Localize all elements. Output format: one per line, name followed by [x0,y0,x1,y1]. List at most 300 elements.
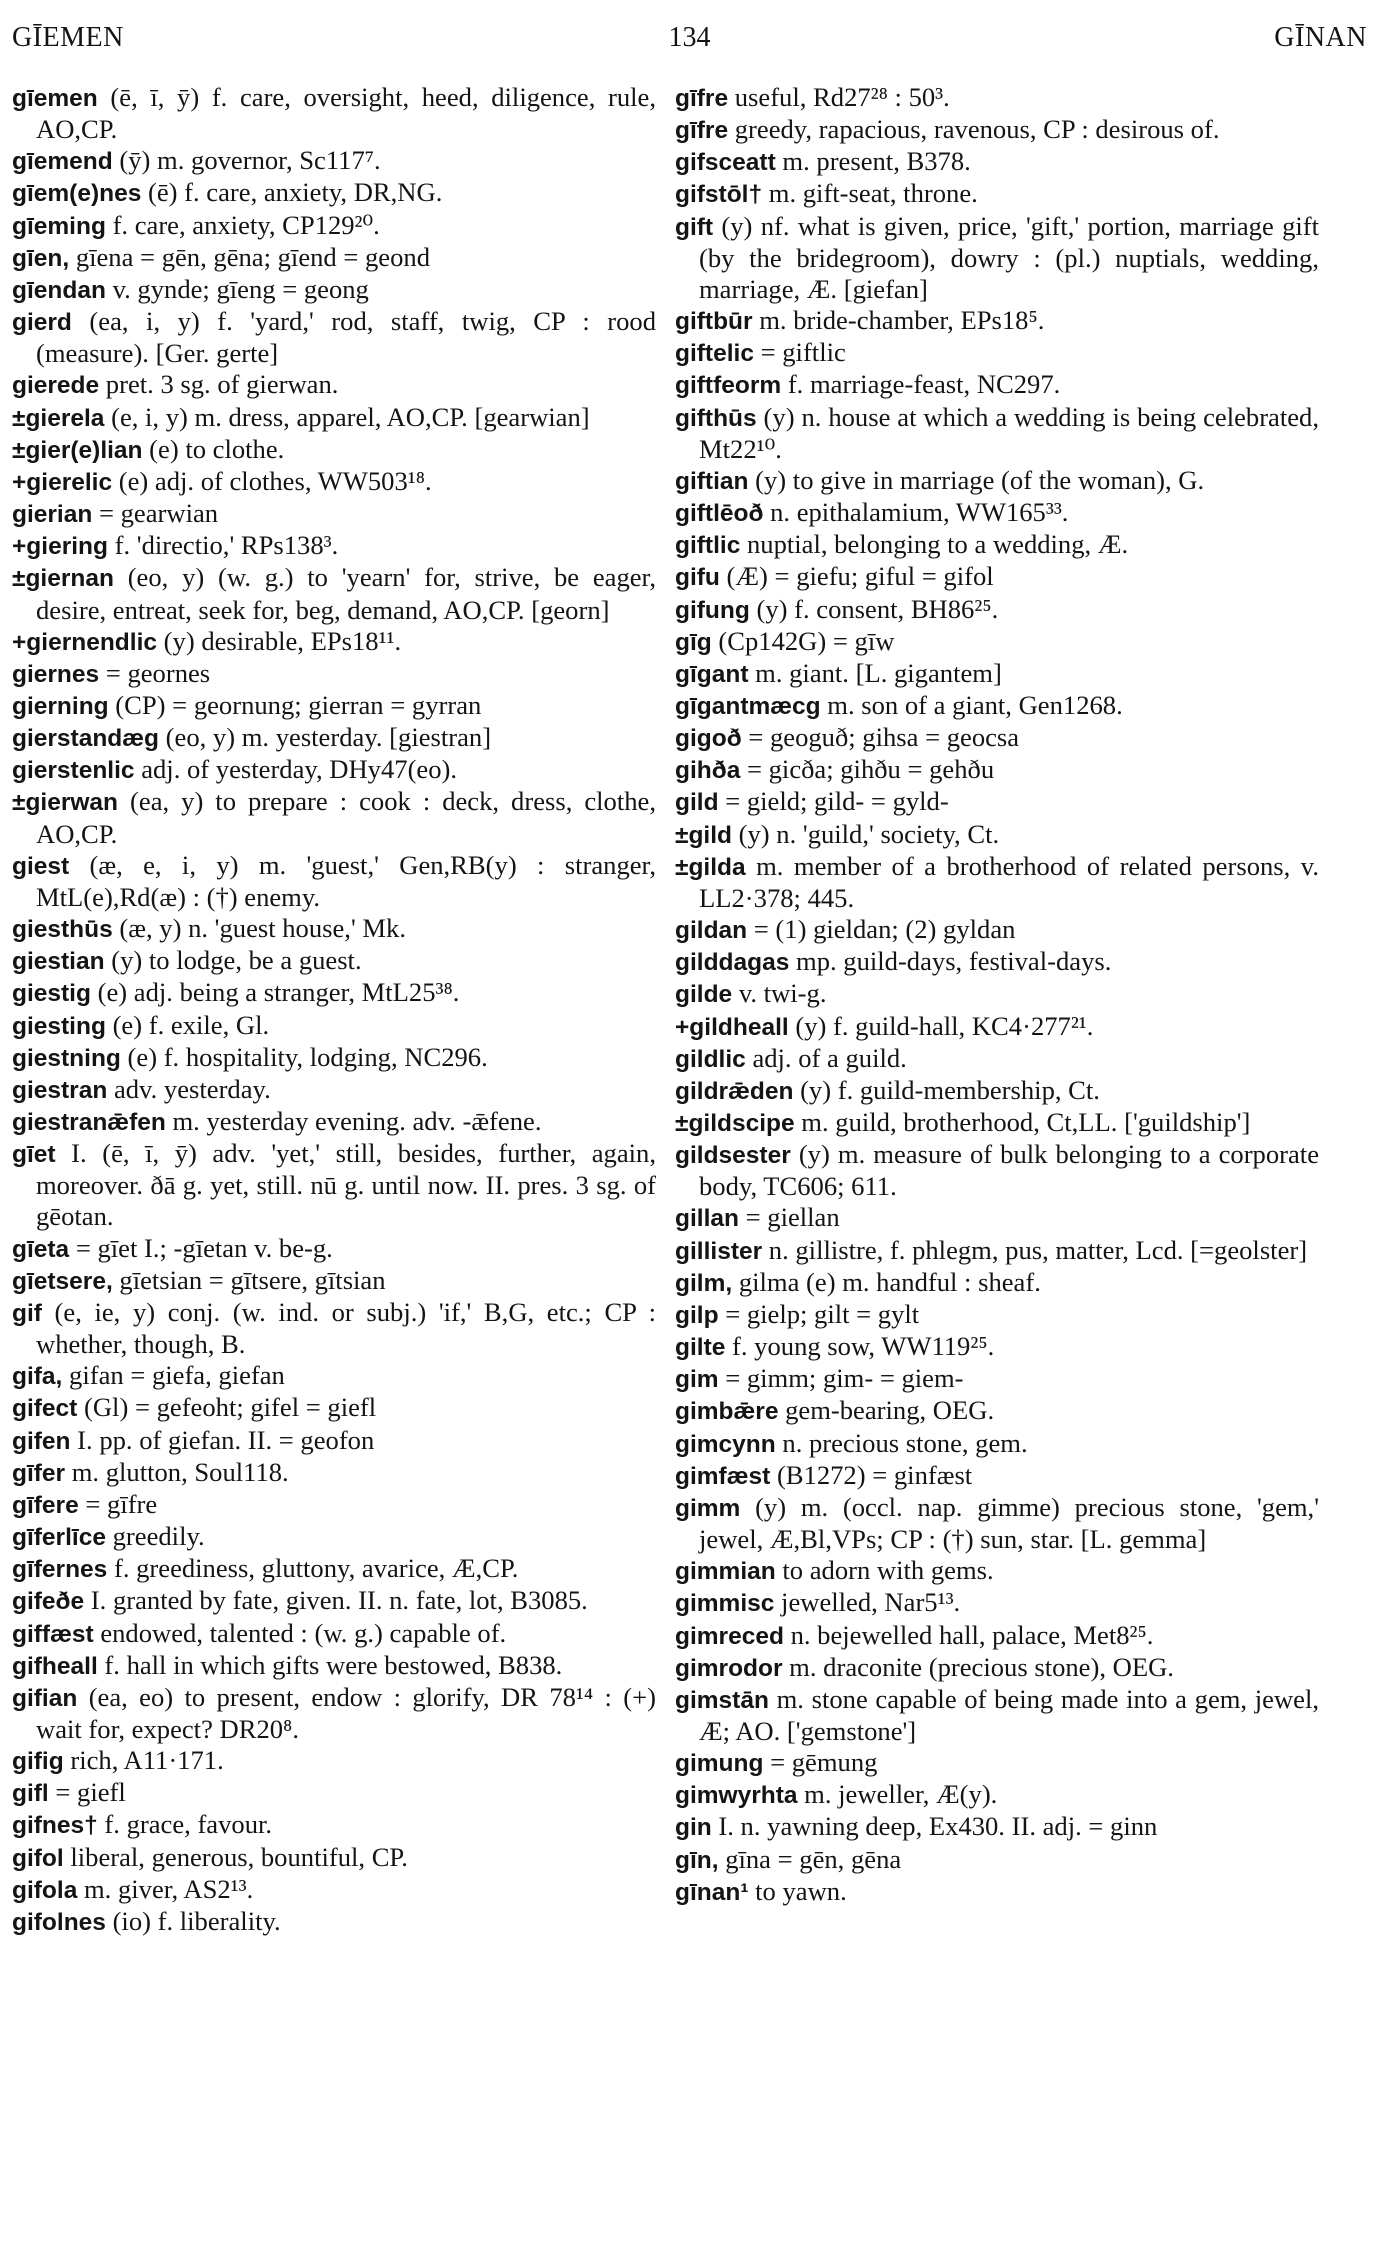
entry-definition: (ȳ) m. governor, Sc117⁷. [112,145,381,176]
entry-headword: gimcynn [675,1430,776,1458]
entry-headword: gīendan [12,276,106,304]
entry-definition: m. draconite (precious stone), OEG. [782,1651,1174,1682]
dictionary-entry [12,530,656,562]
header-first-word: GĪEMEN [12,22,124,53]
entry-definition: pret. 3 sg. of gierwan. [99,369,339,400]
dictionary-entry [675,1395,1319,1427]
entry-headword: +giering [12,533,108,561]
dictionary-entry [12,242,656,274]
dictionary-entry [675,465,1319,497]
dictionary-entry [675,594,1319,626]
entry-definition: m. glutton, Soul118. [65,1456,289,1487]
entry-definition: v. twi-g. [732,978,827,1009]
dictionary-entry [12,1553,656,1585]
entry-headword: gīet [12,1141,56,1169]
dictionary-entry [675,1043,1319,1075]
entry-definition: (y) f. consent, BH86²⁵. [749,593,999,624]
entry-headword: gilddagas [675,949,790,977]
entry-headword: gifsceatt [675,149,776,177]
entry-headword: +gildheall [675,1013,789,1041]
entry-definition: gifan = giefa, giefan [62,1360,285,1391]
entry-definition: adj. of a guild. [745,1042,907,1073]
dictionary-entry [12,1042,656,1074]
dictionary-entry [675,1587,1319,1619]
dictionary-entry [12,1010,656,1042]
dictionary-entry [12,1809,656,1841]
entry-headword: gīeming [12,212,106,240]
dictionary-entry [12,1777,656,1809]
entry-definition: f. grace, favour. [97,1809,273,1840]
entry-definition: I. (ē, ī, ȳ) adv. 'yet,' still, besides, further, again, moreover. ðā g. yet, still. nū g. until now. II. pres. 3 sg. of gēotan. [36,1138,656,1232]
entry-headword: giftlēoð [675,500,764,528]
dictionary-entry [12,1265,656,1297]
entry-definition: adj. of yesterday, DHy47(eo). [134,754,458,785]
dictionary-entry [675,529,1319,561]
dictionary-entry [675,114,1319,146]
entry-headword: giestning [12,1044,121,1072]
dictionary-entry [675,402,1319,465]
entry-headword: gīen, [12,244,70,272]
entry-headword: +gierelic [12,468,113,496]
entry-headword: gīetsere, [12,1267,113,1295]
entry-definition: (e) adj. being a stranger, MtL25³⁸. [90,977,460,1008]
entry-definition: n. epithalamium, WW165³³. [763,497,1069,528]
entry-definition: rich, A11·171. [63,1745,224,1776]
dictionary-entry [12,274,656,306]
dictionary-entry [12,754,656,786]
entry-headword: giestig [12,980,91,1008]
dictionary-entry [675,1492,1319,1555]
entry-definition: = gearwian [92,498,219,529]
dictionary-entry [12,1489,656,1521]
dictionary-entry [675,1363,1319,1395]
entry-headword: gīg [675,628,712,656]
entry-headword: gifung [675,596,750,624]
entry-headword: gimm [675,1494,741,1522]
dictionary-entry [675,1811,1319,1843]
dictionary-entry [675,178,1319,210]
dictionary-entry [12,562,656,625]
dictionary-entry [12,1138,656,1232]
entry-headword: gīfernes [12,1556,108,1584]
entry-definition: (y) to give in marriage (of the woman), G. [748,464,1205,495]
entry-definition: (io) f. liberality. [105,1905,281,1936]
entry-headword: gifol [12,1844,64,1872]
entry-definition: (e, ie, y) conj. (w. ind. or subj.) 'if,' B,G, etc.; CP : whether, though, B. [36,1296,656,1360]
entry-definition: (ea, eo) to present, endow : glorify, DR 78¹⁴ : (+) wait for, expect? DR20⁸. [36,1681,656,1744]
entry-headword: gilte [675,1334,726,1362]
entry-headword: gifl [12,1780,49,1808]
dictionary-entry [12,1106,656,1138]
dictionary-entry [675,626,1319,658]
entry-headword: gilm, [675,1269,733,1297]
entry-headword: gild [675,789,719,817]
dictionary-entry [12,1906,656,1938]
entry-definition: = gimm; gim- = giem- [718,1363,964,1394]
entry-headword: giffæst [12,1620,94,1648]
dictionary-entry [12,722,656,754]
entry-headword: ±gierela [12,404,105,432]
dictionary-entry [12,498,656,530]
entry-headword: gimstān [675,1686,769,1714]
dictionary-entry [12,786,656,849]
entry-definition: m. giant. [L. gigantem] [748,657,1002,688]
entry-headword: gīemend [12,148,113,176]
dictionary-entry [12,1842,656,1874]
entry-definition: m. gift-seat, throne. [762,178,978,209]
entry-definition: f. greediness, gluttony, avarice, Æ,CP. [107,1553,519,1584]
dictionary-entry [675,1235,1319,1267]
entry-headword: gilp [675,1301,719,1329]
entry-headword: gīem(e)nes [12,180,142,208]
right-column [675,82,1319,1908]
entry-definition: mp. guild-days, festival-days. [789,946,1112,977]
entry-definition: f. hall in which gifts were bestowed, B838. [97,1649,563,1680]
entry-definition: = gīfre [78,1488,158,1519]
dictionary-entry [675,1555,1319,1587]
entry-definition: m. bride-chamber, EPs18⁵. [752,305,1045,336]
entry-headword: giesthūs [12,916,113,944]
entry-definition: to yawn. [748,1875,847,1906]
entry-headword: giernes [12,660,100,688]
entry-definition: m. member of a brotherhood of related persons, v. LL2·378; 445. [699,850,1319,913]
entry-definition: I. n. yawning deep, Ex430. II. adj. = ginn [711,1811,1158,1842]
entry-headword: gimwyrhta [675,1782,798,1810]
entry-headword: gif [12,1299,42,1327]
entry-definition: I. granted by fate, given. II. n. fate, lot, B3085. [84,1585,588,1616]
page-number: 134 [668,22,711,53]
entry-headword: gifig [12,1748,64,1776]
entry-definition: = gīet I.; -gīetan v. be-g. [69,1232,333,1263]
entry-headword: gift [675,213,714,241]
entry-headword: gierede [12,372,100,400]
entry-definition: adv. yesterday. [107,1073,271,1104]
entry-headword: gifian [12,1684,78,1712]
entry-headword: giesting [12,1012,106,1040]
dictionary-entry [12,1618,656,1650]
entry-definition: v. gynde; gīeng = geong [105,273,369,304]
entry-headword: gierstenlic [12,757,135,785]
entry-headword: gim [675,1366,719,1394]
entry-definition: greedily. [105,1521,205,1552]
dictionary-entry [12,1297,656,1360]
entry-headword: giftfeorm [675,372,782,400]
entry-headword: gimfæst [675,1462,771,1490]
entry-headword: ±gierwan [12,789,119,817]
dictionary-entry [675,786,1319,818]
dictionary-entry [12,1874,656,1906]
entry-headword: gīgantmæcg [675,692,821,720]
dictionary-entry [12,306,656,369]
dictionary-entry [675,1202,1319,1234]
dictionary-entry [12,1425,656,1457]
dictionary-entry [675,1747,1319,1779]
entry-headword: giestian [12,948,105,976]
dictionary-entry [675,658,1319,690]
entry-headword: gīfere [12,1491,79,1519]
entry-definition: liberal, generous, bountiful, CP. [63,1841,408,1872]
entry-headword: ±gild [675,821,732,849]
entry-headword: ±gilda [675,853,746,881]
entry-definition: m. giver, AS2¹³. [77,1873,254,1904]
entry-headword: giestran [12,1076,108,1104]
entry-definition: (e, i, y) m. dress, apparel, AO,CP. [gearwian] [104,401,590,432]
entry-headword: gīgant [675,660,749,688]
entry-headword: gīnan¹ [675,1878,749,1906]
entry-definition: (y) n. house at which a wedding is being celebrated, Mt22¹⁰. [699,401,1319,464]
entry-headword: gifa, [12,1363,63,1391]
entry-definition: = (1) gieldan; (2) gyldan [747,914,1016,945]
dictionary-entry [675,1331,1319,1363]
entry-definition: gīetsian = gītsere, gītsian [112,1264,386,1295]
entry-definition: = geoguð; gihsa = geocsa [741,722,1020,753]
entry-headword: gīn, [675,1846,719,1874]
dictionary-entry [675,146,1319,178]
dictionary-entry [675,1684,1319,1747]
entry-definition: m. stone capable of being made into a gem, jewel, Æ; AO. ['gemstone'] [699,1683,1319,1746]
dictionary-entry [12,977,656,1009]
entry-definition: f. care, anxiety, CP129²⁰. [105,209,380,240]
dictionary-entry [12,1392,656,1424]
entry-definition: (eo, y) m. yesterday. [giestran] [159,722,492,753]
entry-headword: gifect [12,1395,78,1423]
dictionary-entry [12,466,656,498]
entry-definition: n. bejewelled hall, palace, Met8²⁵. [783,1619,1154,1650]
entry-definition: (ē, ī, ȳ) f. care, oversight, heed, diligence, rule, AO,CP. [36,82,656,145]
dictionary-entry [12,626,656,658]
entry-headword: gifola [12,1876,78,1904]
entry-definition: (e) f. exile, Gl. [105,1009,270,1040]
entry-definition: = giefl [48,1777,126,1808]
entry-definition: = gēmung [763,1747,878,1778]
dictionary-entry [675,1139,1319,1202]
entry-headword: gīeta [12,1235,70,1263]
entry-headword: giftlic [675,532,741,560]
entry-headword: gin [675,1814,712,1842]
entry-definition: nuptial, belonging to a wedding, Æ. [740,529,1129,560]
entry-headword: gīfre [675,117,729,145]
entry-headword: gilde [675,981,733,1009]
entry-definition: gilma (e) m. handful : sheaf. [732,1266,1041,1297]
dictionary-entry [675,305,1319,337]
dictionary-entry [675,561,1319,593]
dictionary-entry [12,1233,656,1265]
entry-definition: m. jeweller, Æ(y). [797,1779,998,1810]
dictionary-entry [675,1428,1319,1460]
dictionary-entry [12,82,656,145]
dictionary-entry [12,1521,656,1553]
dictionary-entry [675,82,1319,114]
entry-definition: f. marriage-feast, NC297. [781,369,1061,400]
entry-headword: gildlic [675,1045,746,1073]
entry-headword: ±gier(e)lian [12,436,143,464]
dictionary-entry [12,434,656,466]
dictionary-entry [675,1620,1319,1652]
entry-definition: f. 'directio,' RPs138³. [107,530,339,561]
entry-definition: (y) n. 'guild,' society, Ct. [732,818,1000,849]
entry-headword: giest [12,852,70,880]
header-last-word: GĪNAN [1274,22,1367,53]
entry-headword: gimreced [675,1622,784,1650]
entry-definition: (CP) = geornung; gierran = gyrran [108,689,482,720]
entry-headword: gifnes† [12,1812,98,1840]
entry-definition: (ē) f. care, anxiety, DR,NG. [141,177,443,208]
entry-definition: = gielp; gilt = gylt [718,1298,920,1329]
dictionary-entry [12,1682,656,1745]
dictionary-entry [12,1650,656,1682]
entry-definition: = giellan [738,1202,840,1233]
dictionary-entry [12,1074,656,1106]
entry-headword: gillister [675,1237,763,1265]
entry-headword: gigoð [675,725,742,753]
entry-headword: giftbūr [675,308,753,336]
entry-definition: gem-bearing, OEG. [778,1395,995,1426]
entry-definition: = gicða; gihðu = gehðu [740,754,995,785]
dictionary-entry [12,690,656,722]
entry-definition: gīena = gēn, gēna; gīend = geond [69,241,431,272]
entry-definition: (æ, y) n. 'guest house,' Mk. [112,913,406,944]
entry-headword: gifeðe [12,1588,85,1616]
entry-definition: n. precious stone, gem. [775,1427,1028,1458]
dictionary-entry [12,1360,656,1392]
dictionary-entry [675,914,1319,946]
entry-definition: (y) to lodge, be a guest. [104,945,362,976]
entry-definition: (y) m. measure of bulk belonging to a corporate body, TC606; 611. [699,1139,1319,1202]
dictionary-entry [675,369,1319,401]
dictionary-entry [675,1107,1319,1139]
entry-headword: gierian [12,501,93,529]
entry-headword: giftelic [675,340,754,368]
entry-headword: gifolnes [12,1908,106,1936]
dictionary-entry [675,1011,1319,1043]
entry-headword: gildan [675,917,748,945]
entry-definition: (eo, y) (w. g.) to 'yearn' for, strive, be eager, desire, entreat, seek for, beg, demand, AO,CP. [georn] [36,562,656,625]
entry-headword: gierd [12,309,72,337]
entry-definition: (ea, i, y) f. 'yard,' rod, staff, twig, CP : rood (measure). [Ger. gerte] [36,306,656,369]
dictionary-entry [675,497,1319,529]
dictionary-entry [675,337,1319,369]
entry-definition: useful, Rd27²⁸ : 50³. [728,82,950,112]
entry-definition: = gield; gild- = gyld- [718,786,949,817]
dictionary-entry [675,851,1319,914]
dictionary-entry [675,1299,1319,1331]
entry-definition: (Æ) = giefu; giful = gifol [719,561,994,592]
entry-headword: gihða [675,757,741,785]
entry-headword: +giernendlic [12,628,158,656]
dictionary-entry [675,211,1319,305]
entry-headword: gīferlīce [12,1524,106,1552]
entry-headword: gifen [12,1427,71,1455]
entry-headword: ±giernan [12,565,114,593]
dictionary-entry [675,1844,1319,1876]
entry-headword: gifheall [12,1652,98,1680]
dictionary-entry [675,978,1319,1010]
entry-definition: to adorn with gems. [775,1555,994,1586]
entry-headword: gimrodor [675,1654,783,1682]
entry-headword: giestranǣfen [12,1109,166,1136]
entry-definition: (y) f. guild-hall, KC4·277²¹. [788,1010,1094,1041]
entry-definition: jewelled, Nar5¹³. [774,1587,961,1618]
entry-headword: gifthūs [675,404,757,432]
dictionary-entry [675,690,1319,722]
entry-definition: (æ, e, i, y) m. 'guest,' Gen,RB(y) : stranger, MtL(e),Rd(æ) : (†) enemy. [36,849,656,912]
entry-headword: gifu [675,564,720,592]
dictionary-entry [12,1585,656,1617]
entry-definition: (y) f. guild-membership, Ct. [793,1074,1100,1105]
entry-definition: gīna = gēn, gēna [718,1843,902,1874]
left-column [12,82,656,1938]
entry-definition: (ea, y) to prepare : cook : deck, dress, clothe, AO,CP. [36,786,656,849]
entry-headword: gīfre [675,85,729,112]
dictionary-entry [12,177,656,209]
entry-definition: (Gl) = gefeoht; gifel = giefl [77,1392,377,1423]
entry-headword: gillan [675,1205,739,1233]
entry-definition: m. guild, brotherhood, Ct,LL. ['guildship'] [794,1107,1251,1137]
dictionary-entry [12,369,656,401]
entry-definition: n. gillistre, f. phlegm, pus, matter, Lcd. [=geolster] [762,1234,1308,1265]
entry-headword: ±gildscipe [675,1110,795,1137]
dictionary-entry [675,722,1319,754]
entry-definition: (e) f. hospitality, lodging, NC296. [120,1041,488,1072]
entry-headword: gīemen [12,85,98,112]
dictionary-entry [675,1779,1319,1811]
entry-headword: gimmisc [675,1590,775,1618]
dictionary-entry [12,1457,656,1489]
dictionary-entry [675,1876,1319,1908]
entry-definition: = giftlic [753,337,846,368]
dictionary-entry [12,945,656,977]
dictionary-entry [12,658,656,690]
entry-headword: gierning [12,692,109,720]
dictionary-entry [12,913,656,945]
dictionary-entry [675,1652,1319,1684]
entry-headword: gildsester [675,1142,791,1170]
entry-definition: = geornes [99,657,211,688]
dictionary-entry [675,754,1319,786]
entry-definition: (Cp142G) = gīw [711,625,895,656]
entry-definition: m. yesterday evening. adv. -ǣfene. [165,1106,542,1136]
entry-definition: m. present, B378. [775,146,971,177]
entry-definition: greedy, rapacious, ravenous, CP : desirous of. [728,114,1220,145]
dictionary-entry [12,850,656,913]
entry-definition: I. pp. of giefan. II. = geofon [70,1424,375,1455]
dictionary-entry [675,1460,1319,1492]
dictionary-entry [12,210,656,242]
entry-definition: endowed, talented : (w. g.) capable of. [93,1617,507,1648]
entry-headword: gimung [675,1750,764,1778]
entry-headword: gimmian [675,1558,776,1586]
entry-definition: (y) m. (occl. nap. gimme) precious stone, 'gem,' jewel, Æ,Bl,VPs; CP : (†) sun, star. [L. gemma] [699,1491,1319,1555]
entry-headword: gimbǣre [675,1398,779,1426]
entry-definition: (B1272) = ginfæst [770,1459,973,1490]
dictionary-entry [675,819,1319,851]
entry-headword: gildrǣden [675,1077,794,1105]
entry-definition: m. son of a giant, Gen1268. [820,689,1123,720]
dictionary-entry [675,946,1319,978]
entry-headword: gīfer [12,1459,66,1487]
dictionary-entry [12,402,656,434]
dictionary-entry [675,1075,1319,1107]
running-header [12,22,1367,62]
entry-definition: (e) adj. of clothes, WW503¹⁸. [112,465,432,496]
entry-definition: f. young sow, WW119²⁵. [725,1331,995,1362]
entry-definition: (y) nf. what is given, price, 'gift,' portion, marriage gift (by the bridegroom), dowry : (pl.) nuptials, wedding, marriage, Æ. [giefan] [699,210,1319,304]
entry-definition: (e) to clothe. [142,433,285,464]
dictionary-entry [12,145,656,177]
entry-headword: giftian [675,467,749,495]
dictionary-entry [675,1267,1319,1299]
dictionary-entry [12,1745,656,1777]
